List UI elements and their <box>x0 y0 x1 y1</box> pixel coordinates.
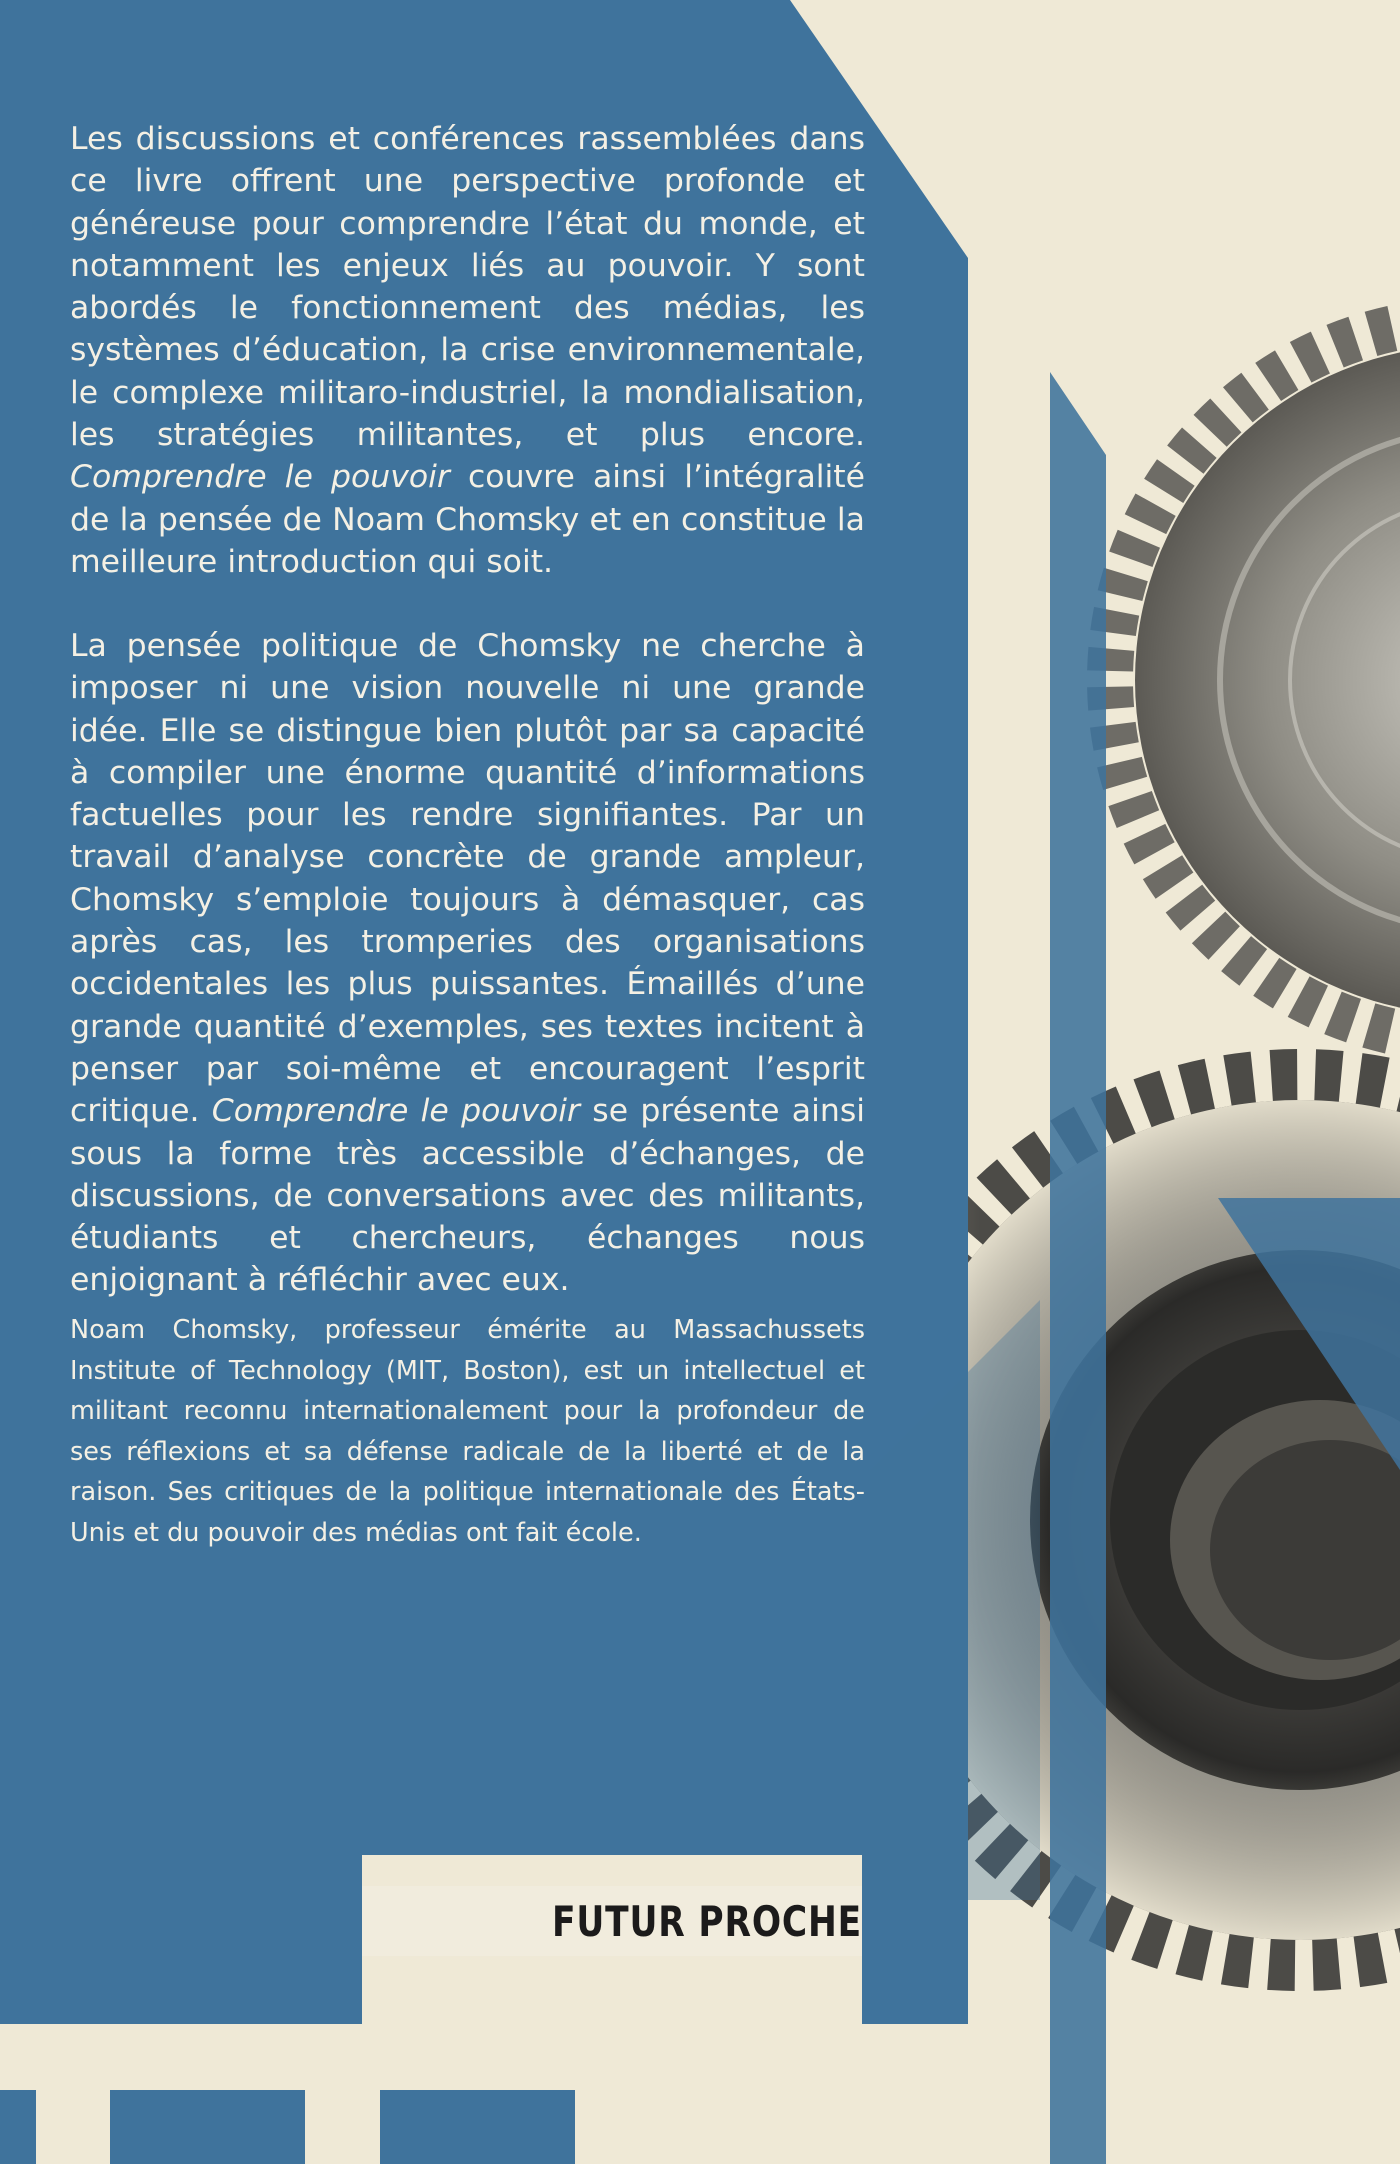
publisher-label-box <box>362 1886 862 1956</box>
book-title-italic: Comprendre le pouvoir <box>70 459 450 496</box>
blue-stripe <box>1050 372 1106 2164</box>
description-paragraph-2: La pensée politique de Chomsky ne cherche à imposer ni une vision nouvelle ni une grande idée. Elle se distingue bien plutôt par sa capacité à compiler une énorme quantité d’informations factuelles pour les rendre signifiantes. Par un travail d’analyse concrète de grande ampleur, Chomsky s’emploie toujours à démasquer, cas après cas, les tromperies des organisations occidentales les plus puissantes. Émaillés d’une grande quantité d’exemples, ses textes incitent à penser par soi-même et encouragent l’esprit critique. Comprendre le pouvoir se présente ainsi sous la forme très accessible d’échanges, de discussions, de conversations avec des militants, étudiants et chercheurs, échanges nous enjoignant à réfléchir avec eux. <box>70 628 865 1299</box>
bottom-tab-2 <box>110 2090 305 2164</box>
bottom-tab-1 <box>0 2090 36 2164</box>
publisher-name: FUTUR PROCHE <box>552 1897 862 1946</box>
book-title-italic: Comprendre le pouvoir <box>211 1093 580 1130</box>
author-bio: Noam Chomsky, professeur émérite au Massachussets Institute of Technology (MIT, Boston), est un intellectuel et militant reconnu internationalement pour la profondeur de ses réflexions et sa défense radicale de la liberté et de la raison. Ses critiques de la politique internationale des États-Unis et du pouvoir des médias ont fait école. <box>70 1315 865 1548</box>
description-paragraph-1: Les discussions et conférences rassemblées dans ce livre offrent une perspective profonde et généreuse pour comprendre l’état du monde, et notamment les enjeux liés au pouvoir. Y sont abordés le fonctionnement des médias, les systèmes d’éducation, la crise environnementale, le complexe militaro-industriel, la mondialisation, les stratégies militantes, et plus encore. Comprendre le pouvoir couvre ainsi l’intégralité de la pensée de Noam Chomsky et en constitue la meilleure introduction qui soit. <box>70 121 865 580</box>
bottom-tab-3 <box>380 2090 575 2164</box>
